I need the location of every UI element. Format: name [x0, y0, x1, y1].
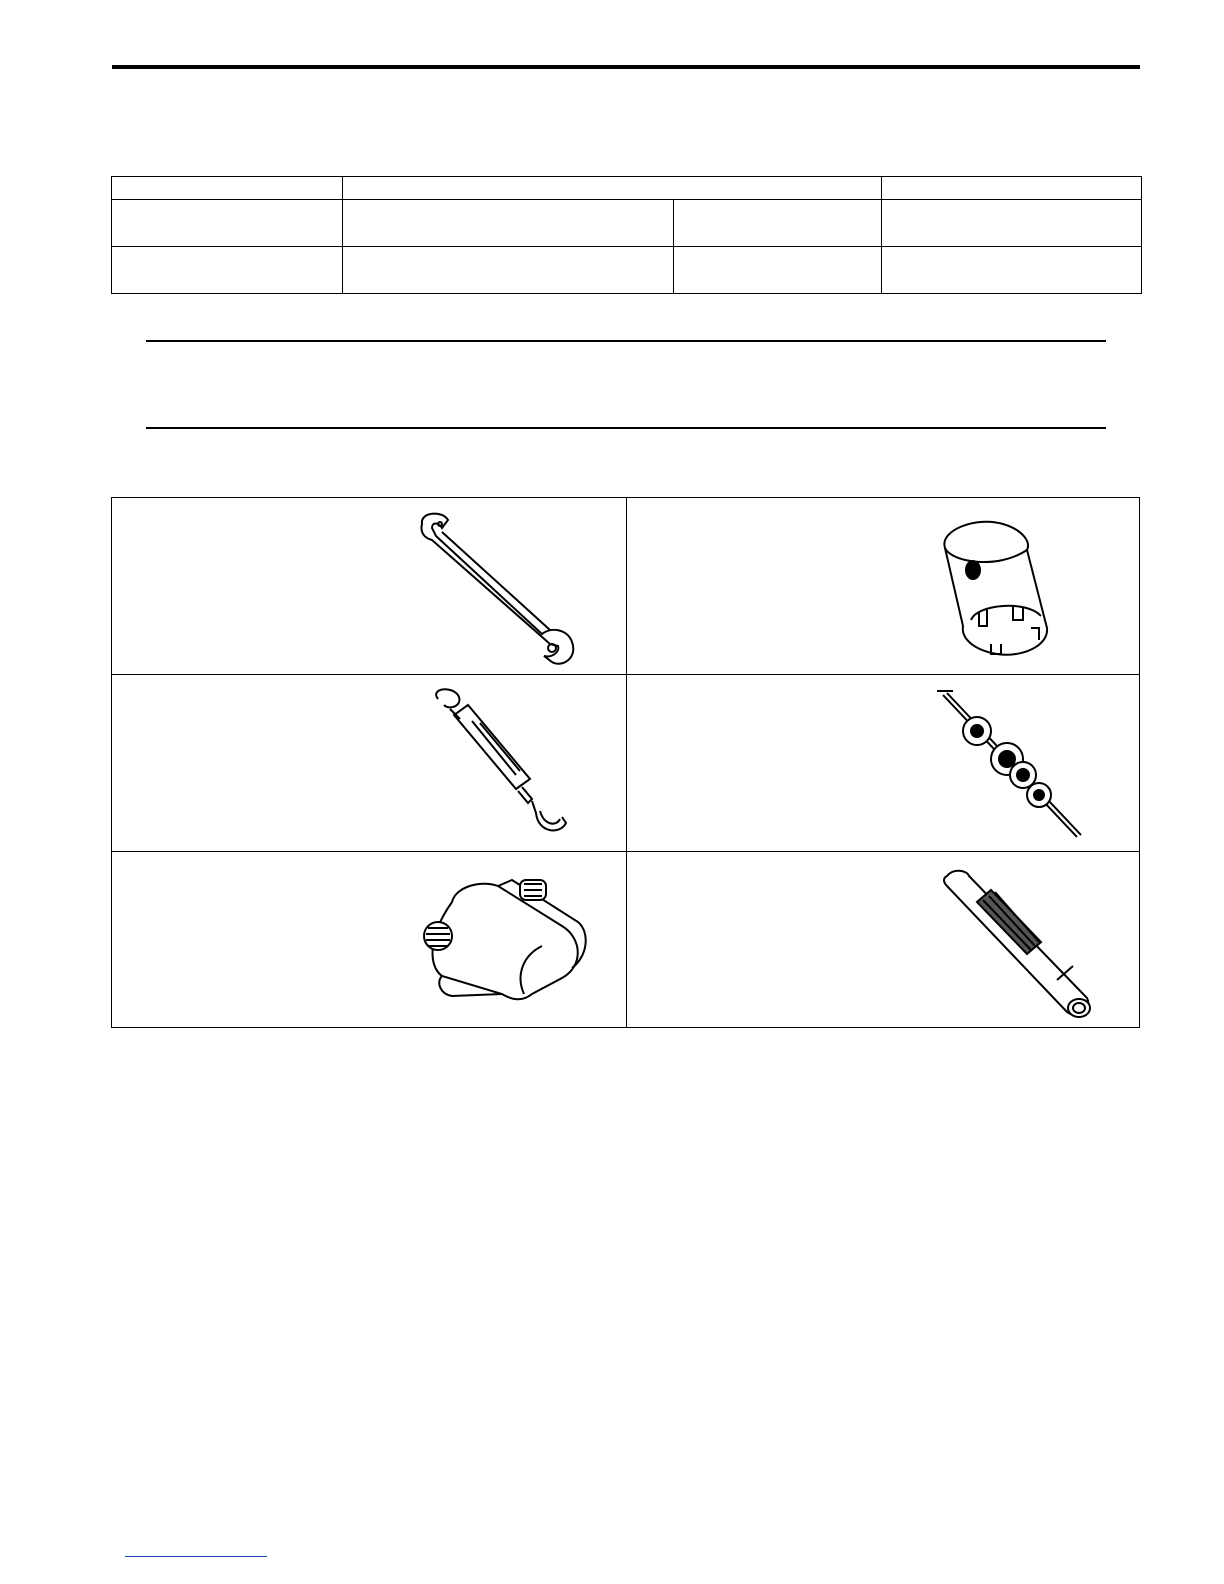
note-bottom-rule [146, 427, 1106, 429]
header-rule [112, 65, 1140, 69]
specifications-table [111, 176, 1142, 294]
table-cell [112, 200, 343, 247]
special-tools-grid [111, 497, 1140, 1028]
tool-cell [112, 675, 626, 851]
table-cell [112, 247, 343, 294]
tool-cell [112, 498, 626, 674]
header-cell-merged [343, 177, 882, 200]
table-header-row [112, 177, 1142, 200]
bearing-puller-shaft-icon [927, 687, 1097, 847]
header-cell [112, 177, 343, 200]
footer-link-underline[interactable] [125, 1556, 267, 1557]
tool-cell [627, 675, 1141, 851]
knurled-drift-tube-icon [937, 862, 1107, 1022]
table-cell [882, 200, 1142, 247]
table-row [112, 200, 1142, 247]
spring-scale-icon [420, 685, 580, 845]
tool-cell [627, 498, 1141, 674]
table-cell [343, 200, 674, 247]
header-cell [882, 177, 1142, 200]
table-cell [343, 247, 674, 294]
hook-spanner-wrench-icon [402, 506, 602, 666]
clamp-holder-icon [412, 866, 602, 1016]
tool-cell [627, 852, 1141, 1028]
table-row [112, 247, 1142, 294]
slotted-socket-wrench-icon [927, 508, 1067, 668]
table-cell [674, 247, 882, 294]
table-cell [882, 247, 1142, 294]
table-cell [674, 200, 882, 247]
tool-cell [112, 852, 626, 1028]
note-top-rule [146, 340, 1106, 342]
